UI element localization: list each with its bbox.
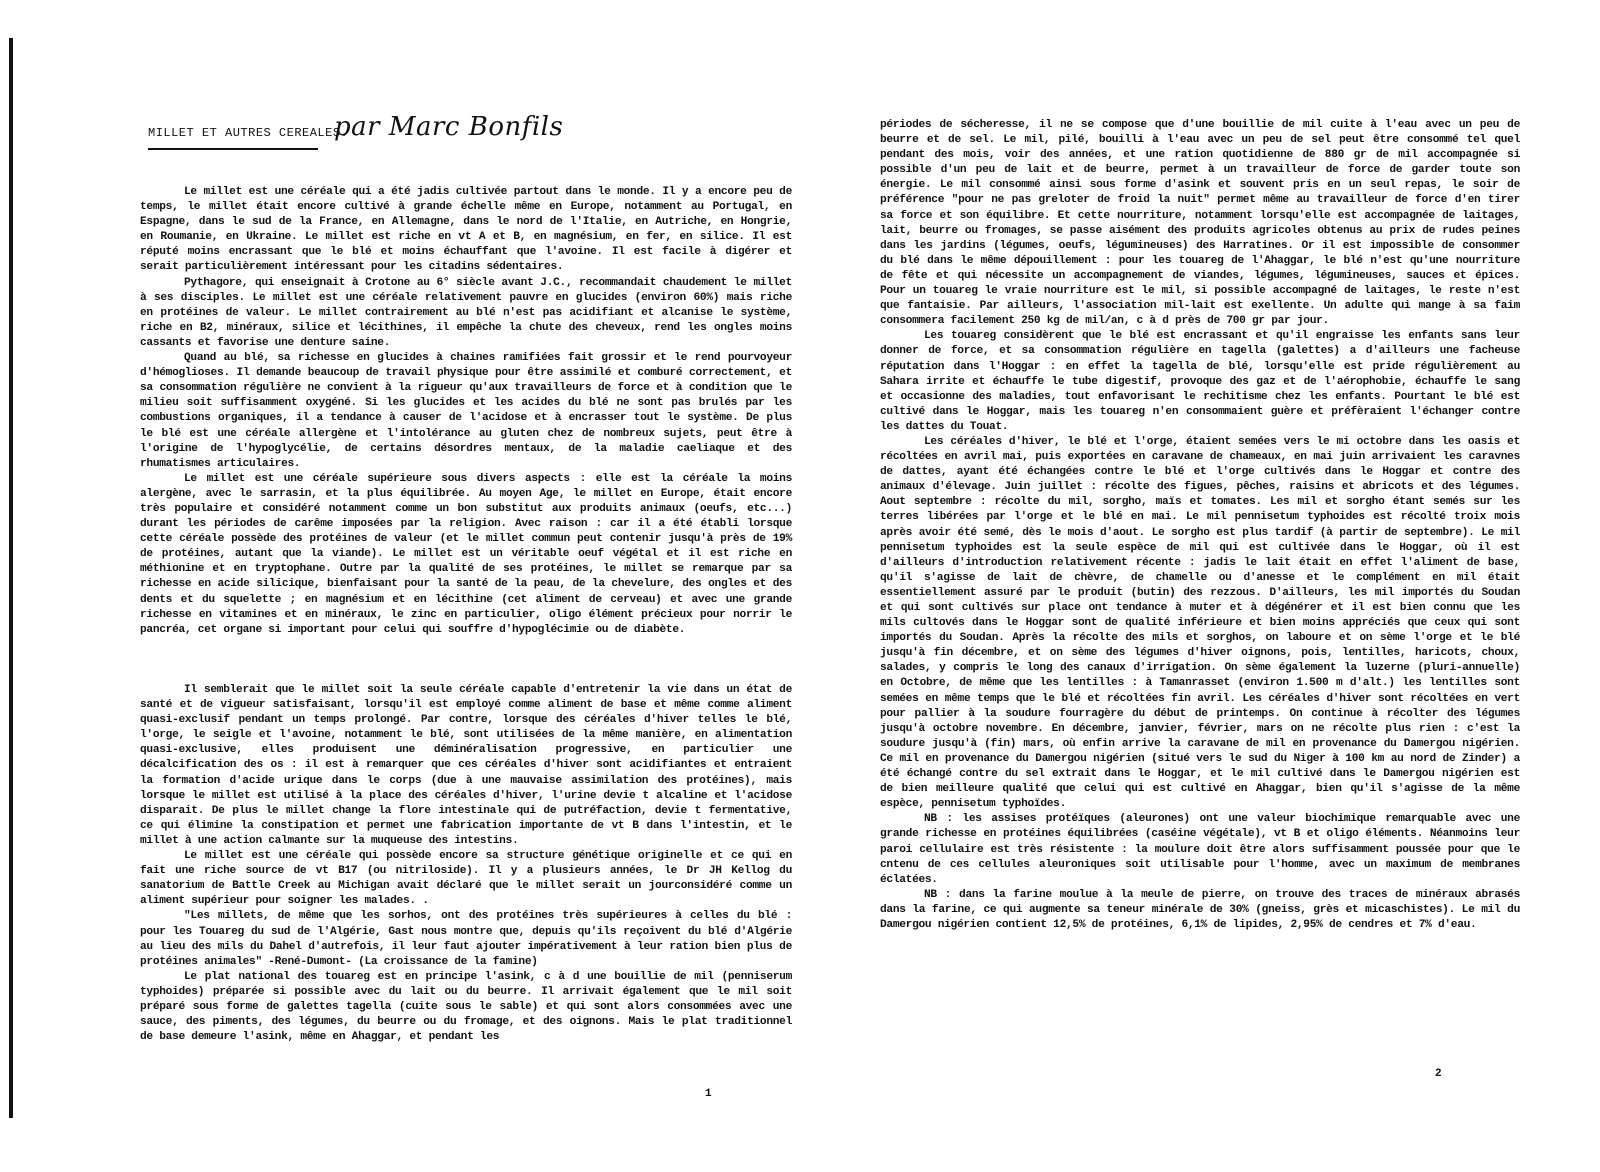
title-underline [148,148,318,150]
paragraph: Les touareg considèrent que le blé est encrassant et qu'il engraisse les enfants sans leur donner de force, et sa consommation régulière en tagella (galettes) a d'ailleurs une facheuse réputation dans l'Hoggar : en effet la tagella de blé, lorsqu'elle est pride régulièrement au Sahara irrite et échauffe le tube digestif, provoque des gaz et de l'aérophobie, échauffe le sang et occasionne des maladies, tout enfavorisant le rechitisme chez les enfants. Pourtant le blé est cultivé dans le Hoggar, mais les touareg n'en consommaient guère et préfèraient l'échanger contre les dattes du Touat. [880,330,1520,433]
text-block-2 [140,683,792,1045]
page-1 [140,0,800,1172]
paragraph: "Les millets, de même que les sorhos, ont des protéines très supérieures à celles du blé : pour les Touareg du sud de l'Algérie, Gast nous montre que, depuis qu'ils reçoivent du blé d'Algérie au lieu des mils du Dahel d'autrefois, il leur faut ajouter impérativement à leur ration bien plus de protéines animales" -René-Dumont- (La croissance de la famine) [140,910,792,968]
article-title: MILLET ET AUTRES CEREALES. [148,126,349,140]
title-row [148,112,668,166]
paragraph: Le millet est une céréale qui possède encore sa structure génétique originelle et ce qui en fait une riche source de vt B17 (ou nitriloside). Il y a plusieurs années, le Dr JH Kellog du sanatorium de Battle Creek au Michigan avait déclaré que le millet serait un jourconsidéré comme un aliment supérieur pour soigner les malades. . [140,850,792,908]
paragraph: Le plat national des touareg est en principe l'asink, c à d une bouillie de mil (penniserum typhoides) préparée si possible avec du lait ou du beurre. Il arrivait également que le mil soit préparé sous forme de galettes tagella (cuite sous le sable) et qui sont alors consommées avec une sauce, des piments, des légumes, du beurre ou du fromage, et des oignons. Mais le plat traditionnel de base demeure l'asink, même en Ahaggar, et pendant les [140,970,792,1044]
page-2 [880,0,1540,1172]
text-block-3 [880,118,1520,933]
paragraph: NB : dans la farine moulue à la meule de pierre, on trouve des traces de minéraux abrasés dans la farine, ce qui augmente sa teneur minérale de 30% (gneiss, grès et micaschistes). Le mil du Damergou nigérien contient 12,5% de protéines, 6,1% de lipides, 2,95% de cendres et 7% d'eau. [880,888,1520,931]
paragraph: périodes de sécheresse, il ne se compose que d'une bouillie de mil cuite à l'eau avec un peu de beurre et de sel. Le mil, pilé, bouilli à l'eau avec un peu de sel peut être consommé tel quel pendant des mois, voir des années, et une ration quotidienne de 880 gr de mil accompagnée si possible d'un peu de lait et de beurre, permet à un travailleur de force de garder toute son énergie. Le mil consommé ainsi sous forme d'asink et souvent pris en un seul repas, le soir de préférence "pour ne pas greloter de froid la nuit" permet même au travailleur de force d'en tirer sa force et son équilibre. Et cette nourriture, notamment lorsqu'elle est accompagnée de laitages, lait, beurre ou fromages, se passe aisément des produits agricoles obtenus au prix de rudes peines dans les jardins (légumes, oeufs, légumineuses) des Harratines. Or il est impossible de consommer du blé dans le même dépouillement : pour les touareg de l'Ahaggar, le blé n'est qu'une nourriture de fête et qui nécessite un accompagnement de viandes, légumes, légumineuses, sauces et épices. Pour un touareg le vraie nourriture est le mil, si possible accompagné de laitages, le reste n'est que fantaisie. Par ailleurs, l'association mil-lait est exellente. Un adulte qui mange à sa faim consommera facilement 250 kg de mil/an, c à d près de 700 gr par jour. [880,119,1520,328]
paragraph: Il semblerait que le millet soit la seule céréale capable d'entretenir la vie dans un état de santé et de vigueur satisfaisant, lorsqu'il est employé comme aliment de base et même comme aliment quasi-exclusif pendant un temps prolongé. Par contre, lorsque des céréales d'hiver telles le blé, l'orge, le seigle et l'avoine, notamment le blé, sont utilisées de la même manière, en alimentation quasi-exclusive, elles produisent une déminéralisation progressive, en particulier une décalcification des os : il est à remarquer que ces céréales d'hiver sont acidifiantes et entraient la formation d'acide urique dans le corps (due à une mauvaise assimilation des protéines), mais lorsque le millet est utilisé à la place des céréales d'hiver, l'urine devie t alcaline et l'acidose disparait. De plus le millet change la flore intestinale qui de putréfaction, devie t fermentative, ce qui élimine la constipation et permet une fabrication importante de vt B dans l'intestin, et le millet à une action calmante sur la muqueuse des intestins. [140,684,792,847]
page-number: 1 [705,1088,712,1100]
paragraph: Quand au blé, sa richesse en glucides à chaines ramifiées fait grossir et le rend pourvoyeur d'hémoglioses. Il demande beaucoup de travail physique pour être assimilé et comburé correctement, et sa consommation régulière ne convient à la rigueur qu'aux travailleurs de force et à condition que le milieu soit suffisamment oxygéné. Si les glucides et les acides du blé ne sont pas brulés par les combustions organiques, il a tendance à causer de l'acidose et à encrasser tout le système. De plus le blé est une céréale allergène et l'intolérance au gluten chez de nombreux sujets, peut être à l'origine de l'hypoglycélie, de certains désordres mentaux, de la maladie caeliaque et des rhumatismes articulaires. [140,352,792,470]
paragraph: Le millet est une céréale supérieure sous divers aspects : elle est la céréale la moins alergène, avec le sarrasin, et la plus équilibrée. Au moyen Age, le millet en Europe, était encore très populaire et considéré notamment comme un bon substitut aux produits animaux (oeufs, etc...) durant les périodes de carême imposées par la religion. Avec raison : car il a été établi lorsque cette céréale possède des protéines de valeur (et le millet commun peut contenir jusqu'à près de 19% de protéines, autant que la viande). Le millet est un véritable oeuf végétal et il est riche en méthionine et en tryptophane. Outre par la qualité de ses protéines, le millet se remarque par sa richesse en acide silicique, bienfaisant pour la santé de la peau, de la chevelure, des ongles et des dents et du squelette ; en magnésium et en lécithine (cet aliment de cerveau) et avec une grande richesse en vitamines et en minéraux, le zinc en particulier, oligo élément précieux pour norrir le pancréa, cet organe si important pour celui qui souffre d'hypoglécimie ou de diabète. [140,472,792,636]
author-signature: par Marc Bonfils [334,112,564,142]
binding-mark [9,38,13,1118]
paragraph: Le millet est une céréale qui a été jadis cultivée partout dans le monde. Il y a encore peu de temps, le millet était encore cultivé à grande échelle même en Europe, notamment au Portugal, en Espagne, dans le sud de la France, en Allemagne, dans le nord de l'Italie, en Autriche, en Hongrie, en Roumanie, en Ukraine. Le millet est riche en vt A et B, en magnésium, en fer, en silice. Il est réputé moins encrassant que le blé et moins échauffant que l'avoine. Il est facile à digérer et serait particulièrement intéressant pour les citadins sédentaires. [140,186,792,274]
paragraph: NB : les assises protéïques (aleurones) ont une valeur biochimique remarquable avec une grande richesse en protéines équilibrées (caséine végétale), vt B et oligo éléments. Néanmoins leur paroi cellulaire est très résistente : la moulure doit être alors suffisamment poussée pour que le cntenu de ces cellules aleuroniques soit utilisable pour l'homme, avec un maximum de membranes éclatées. [880,813,1520,886]
paragraph: Les céréales d'hiver, le blé et l'orge, étaient semées vers le mi octobre dans les oasis et récoltées en avril mai, puis exportées en caravane de chameaux, en mai juin arrivaient les caravnes de dattes, ayant été échangées contre le blé et l'orge cultivés dans le Hoggar et contre des animaux d'élevage. Juin juillet : récolte des figues, pêches, raisins et abricots et des légumes. Aout septembre : récolte du mil, sorgho, maïs et tomates. Les mil et sorgho étant semés sur les terres libérées par l'orge et le blé en mai. Le mil pennisetum typhoides est récolté troix mois après avoir été semé, dès le mois d'aout. Le sorgho est plus tardif (à partir de septembre). Le mil pennisetum typhoides est la seule espèce de mil qui est cultivée dans le Hoggar, où il est d'ailleurs d'introduction relativement récente : jadis le lait était en effet l'aliment de base, qu'il s'agisse de lait de chèvre, de chamelle ou d'anesse et le complément en mil était essentiellement assuré par le produit (butin) des rezzous. D'ailleurs, les mil importés du Soudan et qui sont cultivés sur place ont tendance à muter et à dégénérer et il est bien connu que les mils cultovés dans le Hoggar sont de qualité inférieure et bien moins appréciés que ceux qui sont importés du Soudan. Après la récolte des mils et sorghos, on laboure et on sème l'orge et le blé jusqu'à fin décembre, et on sème des légumes d'hiver oignons, pois, lentilles, haricots, choux, salades, y compris le long des canaux d'irrigation. On sème également la luzerne (pluri-annuelle) en Octobre, de même que les lentilles : à Tamanrasset (environ 1.500 m d'alt.) les lentilles sont semées en même temps que le blé et récoltées fin avril. Les céréales d'hiver sont récoltées en vert pour pallier à la soudure fourragère du début de printemps. On continue à récolter des légumes jusqu'à octobre novembre. En décembre, janvier, février, mars on ne récolte plus rien : c'est la soudure jusqu'à (fin) mars, où enfin arrive la caravane de mil en provenance du Damergou nigérien. Ce mil en provenance du Damergou nigérien (situé vers le sud du Niger à 100 km au nord de Zinder) a été échangé contre du sel extrait dans le Hoggar, et le mil cultivé dans le Damergou nigérien est de bien meilleure qualité que celui qui est cultivé en Ahaggar, bien qu'il s'agisse de la même espèce, pennisetum typhoïdes. [880,435,1520,811]
page-number: 2 [1435,1068,1442,1080]
text-block-1 [140,185,792,638]
paragraph: Pythagore, qui enseignait à Crotone au 6° siècle avant J.C., recommandait chaudement le millet à ses disciples. Le millet est une céréale relativement pauvre en glucides (environ 60%) mais riche en protéines de valeur. Le millet contrairement au blé n'est pas acidifiant et alcanise le système, riche en B2, minéraux, silice et lécithines, il empêche la chute des cheveux, rend les ongles moins cassants et favorise une denture saine. [140,276,792,349]
